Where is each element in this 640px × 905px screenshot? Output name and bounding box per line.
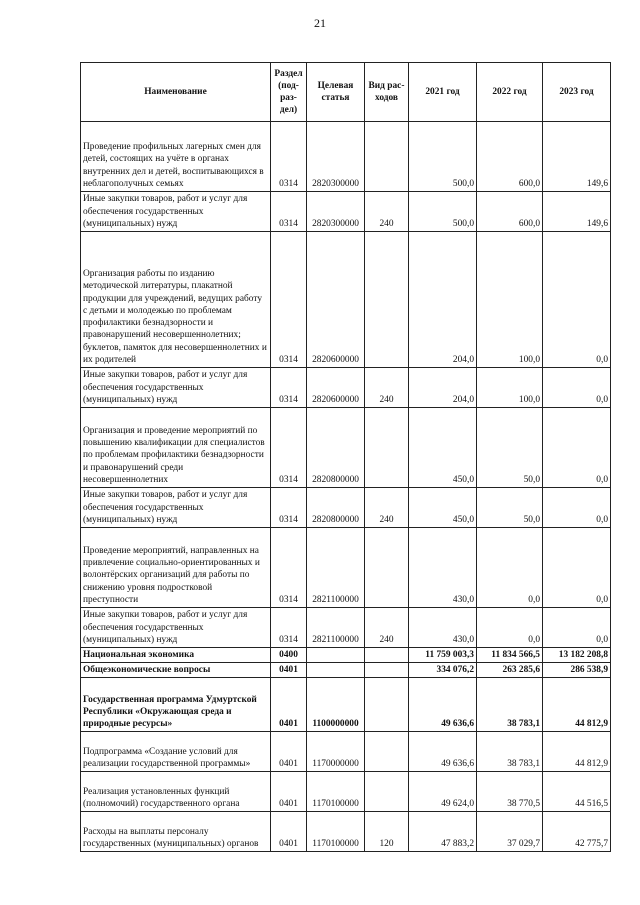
table-row [81,368,611,408]
cell-2021: 450,0 [409,488,477,528]
cell-2022: 600,0 [477,192,543,232]
cell-name: Расходы на выплаты персоналу государственных (муниципальных) органов [81,812,271,852]
cell-2023: 149,6 [543,192,611,232]
cell-section: 0314 [271,528,307,608]
cell-expense-type [365,772,409,812]
cell-2023: 149,6 [543,122,611,192]
cell-target: 1100000000 [307,678,365,732]
cell-2023: 44 812,9 [543,678,611,732]
table-row [81,772,611,812]
cell-name: Иные закупки товаров, работ и услуг для обеспечения государственных (муниципальных) нужд [81,192,271,232]
cell-name: Организация работы по изданию методической литературы, плакатной продукции для учреждений, ведущих работу с детьми и молодежью по проблемам профилактики безнадзорности и правонарушений несовершеннолетних; буклетов, памяток для несовершеннолетних и их родителей [81,232,271,368]
cell-expense-type: 240 [365,608,409,648]
cell-target [307,648,365,663]
table-row [81,528,611,608]
header-target: Целевая статья [307,63,365,122]
cell-2021: 334 076,2 [409,663,477,678]
cell-expense-type [365,663,409,678]
cell-expense-type: 240 [365,488,409,528]
cell-name: Общеэкономические вопросы [81,663,271,678]
cell-expense-type: 120 [365,812,409,852]
table-header-row [81,63,611,122]
header-2023: 2023 год [543,63,611,122]
cell-2021: 49 624,0 [409,772,477,812]
cell-2023: 0,0 [543,232,611,368]
cell-section: 0314 [271,122,307,192]
page-number: 21 [314,16,326,30]
budget-table [80,62,611,852]
cell-2023: 42 775,7 [543,812,611,852]
cell-2023: 0,0 [543,488,611,528]
cell-target [307,663,365,678]
table-row [81,678,611,732]
cell-target: 2820300000 [307,192,365,232]
header-name: Наименование [81,63,271,122]
cell-section: 0401 [271,772,307,812]
cell-section: 0314 [271,192,307,232]
cell-name: Иные закупки товаров, работ и услуг для обеспечения государственных (муниципальных) нужд [81,488,271,528]
cell-section: 0314 [271,232,307,368]
table-row [81,408,611,488]
cell-2022: 38 770,5 [477,772,543,812]
cell-name: Проведение профильных лагерных смен для детей, состоящих на учёте в органах внутренних дел и детей, воспитывающихся в неблагополучных семьях [81,122,271,192]
cell-name: Проведение мероприятий, направленных на привлечение социально-ориентированных и волонтёрских организаций для работы по снижению уровня подростковой преступности [81,528,271,608]
cell-section: 0314 [271,368,307,408]
cell-name: Государственная программа Удмуртской Республики «Окружающая среда и природные ресурсы» [81,678,271,732]
cell-2022: 50,0 [477,408,543,488]
table-row [81,732,611,772]
cell-2022: 50,0 [477,488,543,528]
cell-2021: 500,0 [409,192,477,232]
cell-expense-type [365,732,409,772]
table-row [81,192,611,232]
cell-2023: 0,0 [543,528,611,608]
table-body [81,122,611,852]
cell-target: 2820800000 [307,488,365,528]
cell-name: Иные закупки товаров, работ и услуг для обеспечения государственных (муниципальных) нужд [81,608,271,648]
header-section: Раздел (под-раз-дел) [271,63,307,122]
table-row [81,663,611,678]
cell-2023: 44 516,5 [543,772,611,812]
cell-expense-type [365,678,409,732]
cell-name: Подпрограмма «Создание условий для реализации государственной программы» [81,732,271,772]
cell-2022: 11 834 566,5 [477,648,543,663]
cell-expense-type [365,408,409,488]
cell-target: 2820300000 [307,122,365,192]
cell-expense-type: 240 [365,368,409,408]
cell-target: 2821100000 [307,608,365,648]
header-2021: 2021 год [409,63,477,122]
cell-2021: 450,0 [409,408,477,488]
cell-2022: 0,0 [477,608,543,648]
cell-2021: 47 883,2 [409,812,477,852]
cell-2022: 263 285,6 [477,663,543,678]
cell-2021: 204,0 [409,232,477,368]
cell-section: 0400 [271,648,307,663]
cell-name: Национальная экономика [81,648,271,663]
cell-name: Иные закупки товаров, работ и услуг для обеспечения государственных (муниципальных) нужд [81,368,271,408]
header-expense-type: Вид рас-ходов [365,63,409,122]
cell-section: 0314 [271,488,307,528]
cell-expense-type [365,232,409,368]
cell-2023: 0,0 [543,368,611,408]
cell-2022: 37 029,7 [477,812,543,852]
cell-target: 2820600000 [307,232,365,368]
cell-2021: 430,0 [409,608,477,648]
cell-target: 2820800000 [307,408,365,488]
table-row [81,232,611,368]
cell-2023: 13 182 208,8 [543,648,611,663]
cell-target: 1170000000 [307,732,365,772]
cell-expense-type: 240 [365,192,409,232]
cell-2022: 38 783,1 [477,678,543,732]
cell-section: 0401 [271,678,307,732]
cell-2022: 100,0 [477,232,543,368]
cell-2021: 500,0 [409,122,477,192]
cell-target: 1170100000 [307,772,365,812]
cell-target: 2821100000 [307,528,365,608]
cell-name: Организация и проведение мероприятий по повышению квалификации для специалистов по проблемам профилактики безнадзорности и правонарушений среди несовершеннолетних [81,408,271,488]
cell-expense-type [365,122,409,192]
cell-2022: 38 783,1 [477,732,543,772]
cell-section: 0401 [271,812,307,852]
cell-2021: 204,0 [409,368,477,408]
cell-2023: 44 812,9 [543,732,611,772]
cell-target: 1170100000 [307,812,365,852]
table-row [81,812,611,852]
cell-name: Реализация установленных функций (полномочий) государственного органа [81,772,271,812]
cell-2021: 49 636,6 [409,732,477,772]
cell-section: 0401 [271,663,307,678]
cell-2021: 11 759 003,3 [409,648,477,663]
cell-2023: 0,0 [543,608,611,648]
table-row [81,648,611,663]
header-2022: 2022 год [477,63,543,122]
table-row [81,122,611,192]
cell-expense-type [365,528,409,608]
cell-2021: 49 636,6 [409,678,477,732]
cell-2023: 286 538,9 [543,663,611,678]
cell-target: 2820600000 [307,368,365,408]
table-row [81,488,611,528]
cell-2022: 600,0 [477,122,543,192]
cell-section: 0314 [271,608,307,648]
cell-2022: 0,0 [477,528,543,608]
cell-2021: 430,0 [409,528,477,608]
cell-section: 0314 [271,408,307,488]
cell-expense-type [365,648,409,663]
cell-2022: 100,0 [477,368,543,408]
table-row [81,608,611,648]
cell-2023: 0,0 [543,408,611,488]
cell-section: 0401 [271,732,307,772]
